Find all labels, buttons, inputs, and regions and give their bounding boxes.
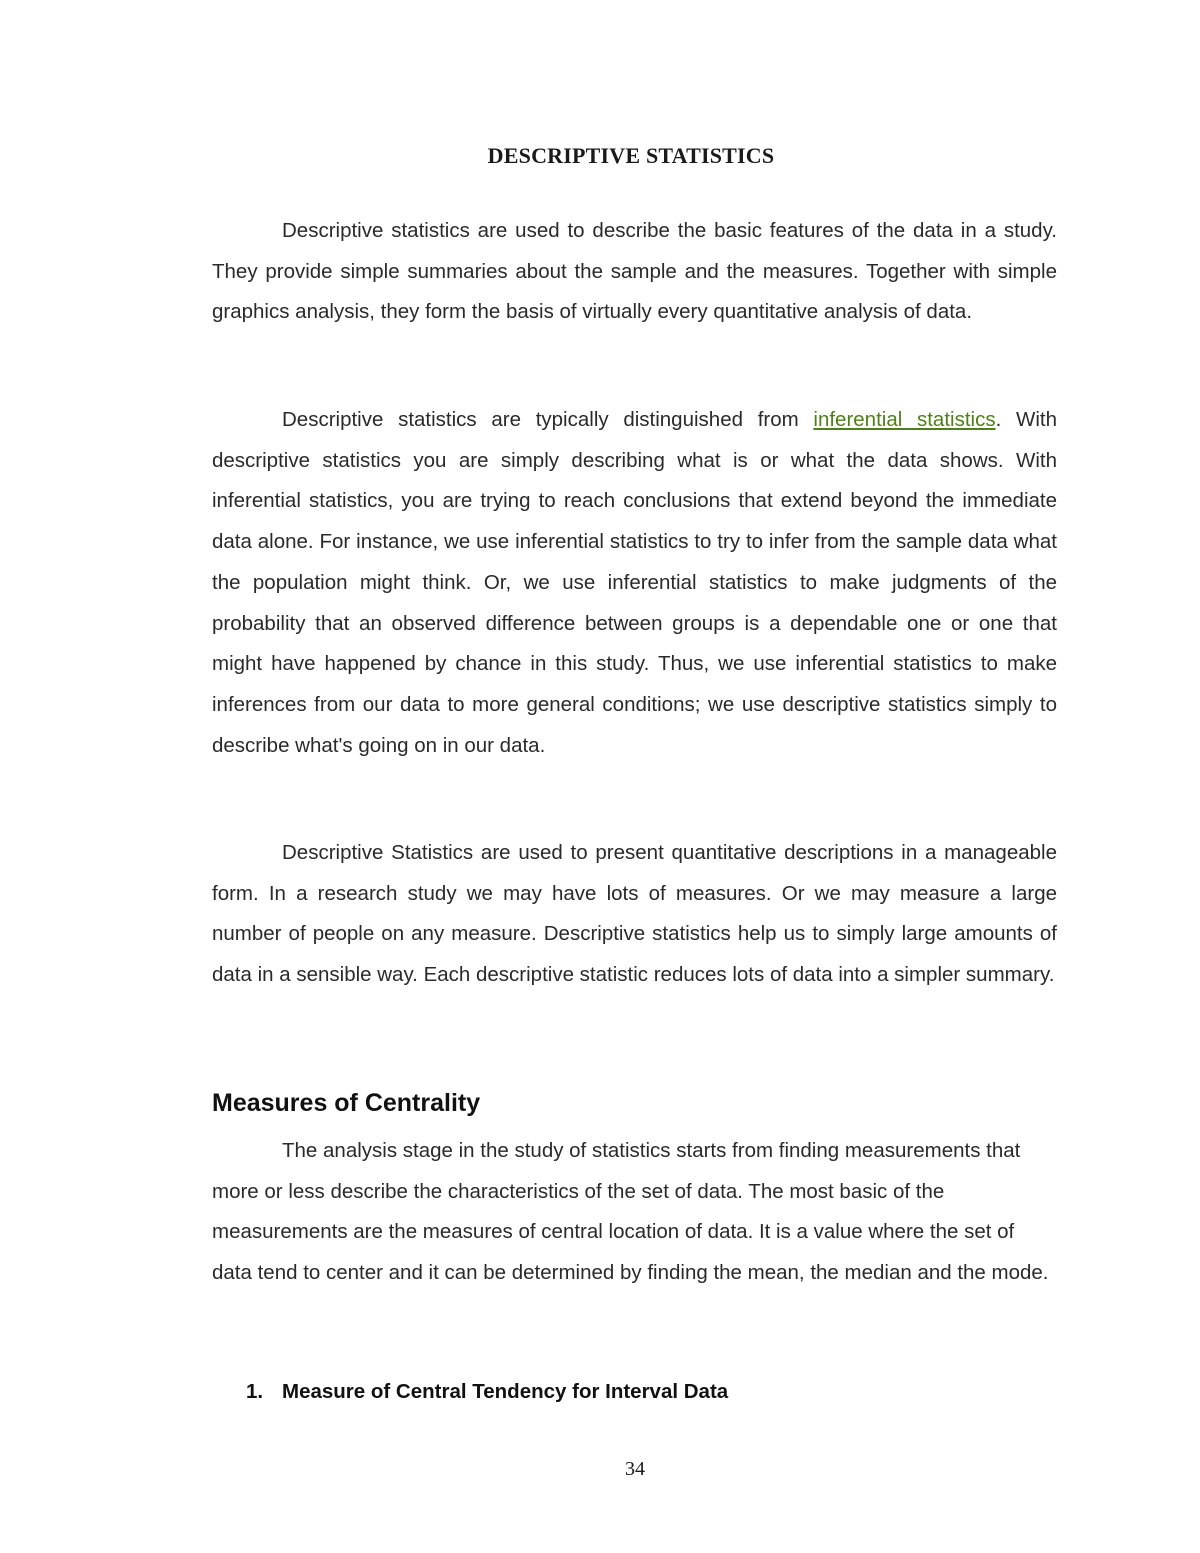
paragraph-centrality bbox=[212, 1131, 1057, 1294]
paragraph-centrality-text: The analysis stage in the study of statistics starts from finding measurements that more or less describe the characteristics of the set of data. The most basic of the measurements are the measures of central location of data. It is a value where the set of data tend to center and it can be determined by finding the mean, the median and the mode. bbox=[212, 1139, 1049, 1285]
list-item-number: 1. bbox=[246, 1380, 264, 1403]
paragraph-intro-text: Descriptive statistics are used to describe the basic features of the data in a study. They provide simple summaries about the sample and the measures. Together with simple graphics analysis, they form the basis of virtually every quantitative analysis of data. bbox=[212, 219, 1057, 324]
paragraph-quantitative bbox=[212, 833, 1057, 996]
paragraph-inferential-text-after: . With descriptive statistics you are simply describing what is or what the data shows. With inferential statistics, you are trying to reach conclusions that extend beyond the immediate data alone. For instance, we use inferential statistics to try to infer from the sample data what the population might think. Or, we use inferential statistics to make judgments of the probability that an observed difference between groups is a dependable one or one that might have happened by chance in this study. Thus, we use inferential statistics to make inferences from our data to more general conditions; we use descriptive statistics simply to describe what's going on in our data. bbox=[212, 408, 1057, 757]
list-item bbox=[246, 1380, 728, 1404]
page-number: 34 bbox=[625, 1458, 645, 1480]
section-heading-centrality: Measures of Centrality bbox=[212, 1089, 481, 1117]
inferential-statistics-link[interactable]: inferential statistics bbox=[813, 408, 996, 431]
page-title: DESCRIPTIVE STATISTICS bbox=[487, 143, 775, 168]
paragraph-intro bbox=[212, 211, 1057, 333]
paragraph-quantitative-text: Descriptive Statistics are used to present quantitative descriptions in a manageable form. In a research study we may have lots of measures. Or we may measure a large number of people on any measure. Descriptive statistics help us to simply large amounts of data in a sensible way. Each descriptive statistic reduces lots of data into a simpler summary. bbox=[212, 841, 1057, 987]
paragraph-inferential bbox=[212, 400, 1057, 766]
paragraph-inferential-text-before: Descriptive statistics are typically distinguished from bbox=[282, 408, 814, 431]
list-item-text: Measure of Central Tendency for Interval Data bbox=[282, 1380, 729, 1403]
